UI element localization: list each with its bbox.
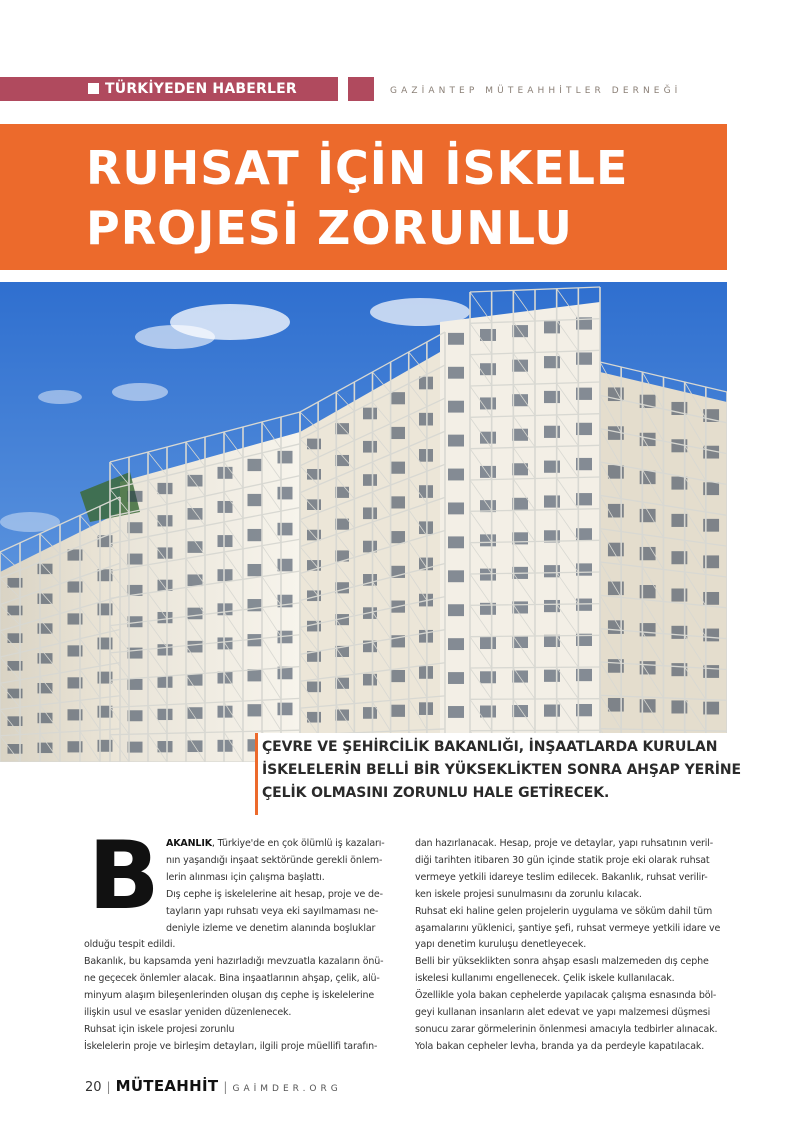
headline-line-2: PROJESİ ZORUNLU [86,201,573,255]
body-line [84,836,404,853]
scaffold-building-photo [0,282,727,762]
body-line: ilişkin usul ve esaslar yeniden düzenlenecek. [84,1007,292,1019]
body-line: Belli bir yükseklikten sonra ahşap esaslı malzemeden dış cephe [415,956,709,968]
body-line: nın yaşandığı inşaat sektöründe gerekli önlem- [166,854,383,866]
body-line-text: , Türkiye'de en çok ölümlü iş kazaları- [211,838,385,849]
body-line: yapı denetim kuruluşu denetleyecek. [415,939,587,951]
body-line: ken iskele projesi sunulmasını da zorunlu kılacak. [415,888,642,900]
body-line: vermeye yetkili idareye teslim edilecek. Bakanlık, ruhsat verilir- [415,871,708,883]
body-line: aşamalarını yüklenici, şantiye şefi, ruhsat vermeye yetkili idare ve [415,922,721,934]
headline-line-1: RUHSAT İÇİN İSKELE [86,141,629,195]
scaffold-photo-illustration [0,282,727,762]
page-footer [85,1076,342,1096]
section-label-bar [0,77,338,101]
subheadline-line-2: İSKELELERİN BELLİ BİR YÜKSEKLİKTEN SONRA AHŞAP YERİNE [262,762,741,778]
article-subheadline [255,733,755,815]
body-line: İskelelerin proje ve birleşim detayları, ilgili proje müellifi tarafın- [84,1040,378,1052]
association-name: GAZİANTEP MÜTEAHHİTLER DERNEĞİ [390,86,682,96]
body-line: Bakanlık, bu kapsamda yeni hazırladığı mevzuatla kazaların önü- [84,956,384,968]
body-line: ne geçecek önlemler alacak. Bina inşaatlarının ahşap, çelik, alü- [84,973,380,985]
subheadline-line-1: ÇEVRE VE ŞEHİRCİLİK BAKANLIĞI, İNŞAATLARDA KURULAN [262,739,718,755]
subheadline-line-3: ÇELİK OLMASINI ZORUNLU HALE GETİRECEK. [262,785,610,801]
website-url: GAİMDER.ORG [232,1084,342,1094]
body-line: diği tarihten itibaren 30 gün içinde statik proje eki olarak ruhsat [415,854,710,866]
body-column-1 [84,836,404,1056]
body-line: sonucu zarar görmelerinin önlenmesi amacıyla tedbirler alınacak. [415,1023,718,1035]
body-line: lerin alınması için çalışma başlattı. [166,871,325,883]
drop-cap: B [88,822,160,931]
square-bullet-icon [88,83,99,94]
body-line: Özellikle yola bakan cephelerde yapılacak çalışma esnasında böl- [415,990,717,1002]
body-line: Yola bakan cepheler levha, branda ya da perdeyle kapatılacak. [415,1040,705,1052]
section-label: TÜRKİYEDEN HABERLER [105,81,297,97]
body-line: deniyle izleme ve denetim alanında boşluklar [166,922,376,934]
footer-separator-2: | [223,1080,228,1094]
headline-box [0,124,727,270]
footer-separator: | [106,1080,111,1094]
section-accent-block [348,77,374,101]
body-column-2 [415,836,735,1056]
body-line: tayların yapı ruhsatı veya eki sayılmaması ne- [166,905,379,917]
body-line: Ruhsat için iskele projesi zorunlu [84,1023,235,1035]
magazine-logo: MÜTEAHHİT [115,1077,219,1095]
page-number: 20 [85,1080,102,1095]
body-line: geyi kullanan insanların alet edevat ve yapı malzemesi düşmesi [415,1007,711,1019]
body-line: iskelesi kullanımı engellenecek. Çelik iskele kullanılacak. [415,973,675,985]
body-line: minyum alaşım bileşenlerinden oluşan dış cephe iş iskelelerine [84,990,375,1002]
body-line: dan hazırlanacak. Hesap, proje ve detaylar, yapı ruhsatının veril- [415,838,714,849]
lead-word: AKANLIK [166,838,212,849]
body-line: Ruhsat eki haline gelen projelerin uygulama ve söküm dahil tüm [415,905,713,917]
body-line: Dış cephe iş iskelelerine ait hesap, proje ve de- [166,888,383,900]
body-line: olduğu tespit edildi. [84,939,176,951]
